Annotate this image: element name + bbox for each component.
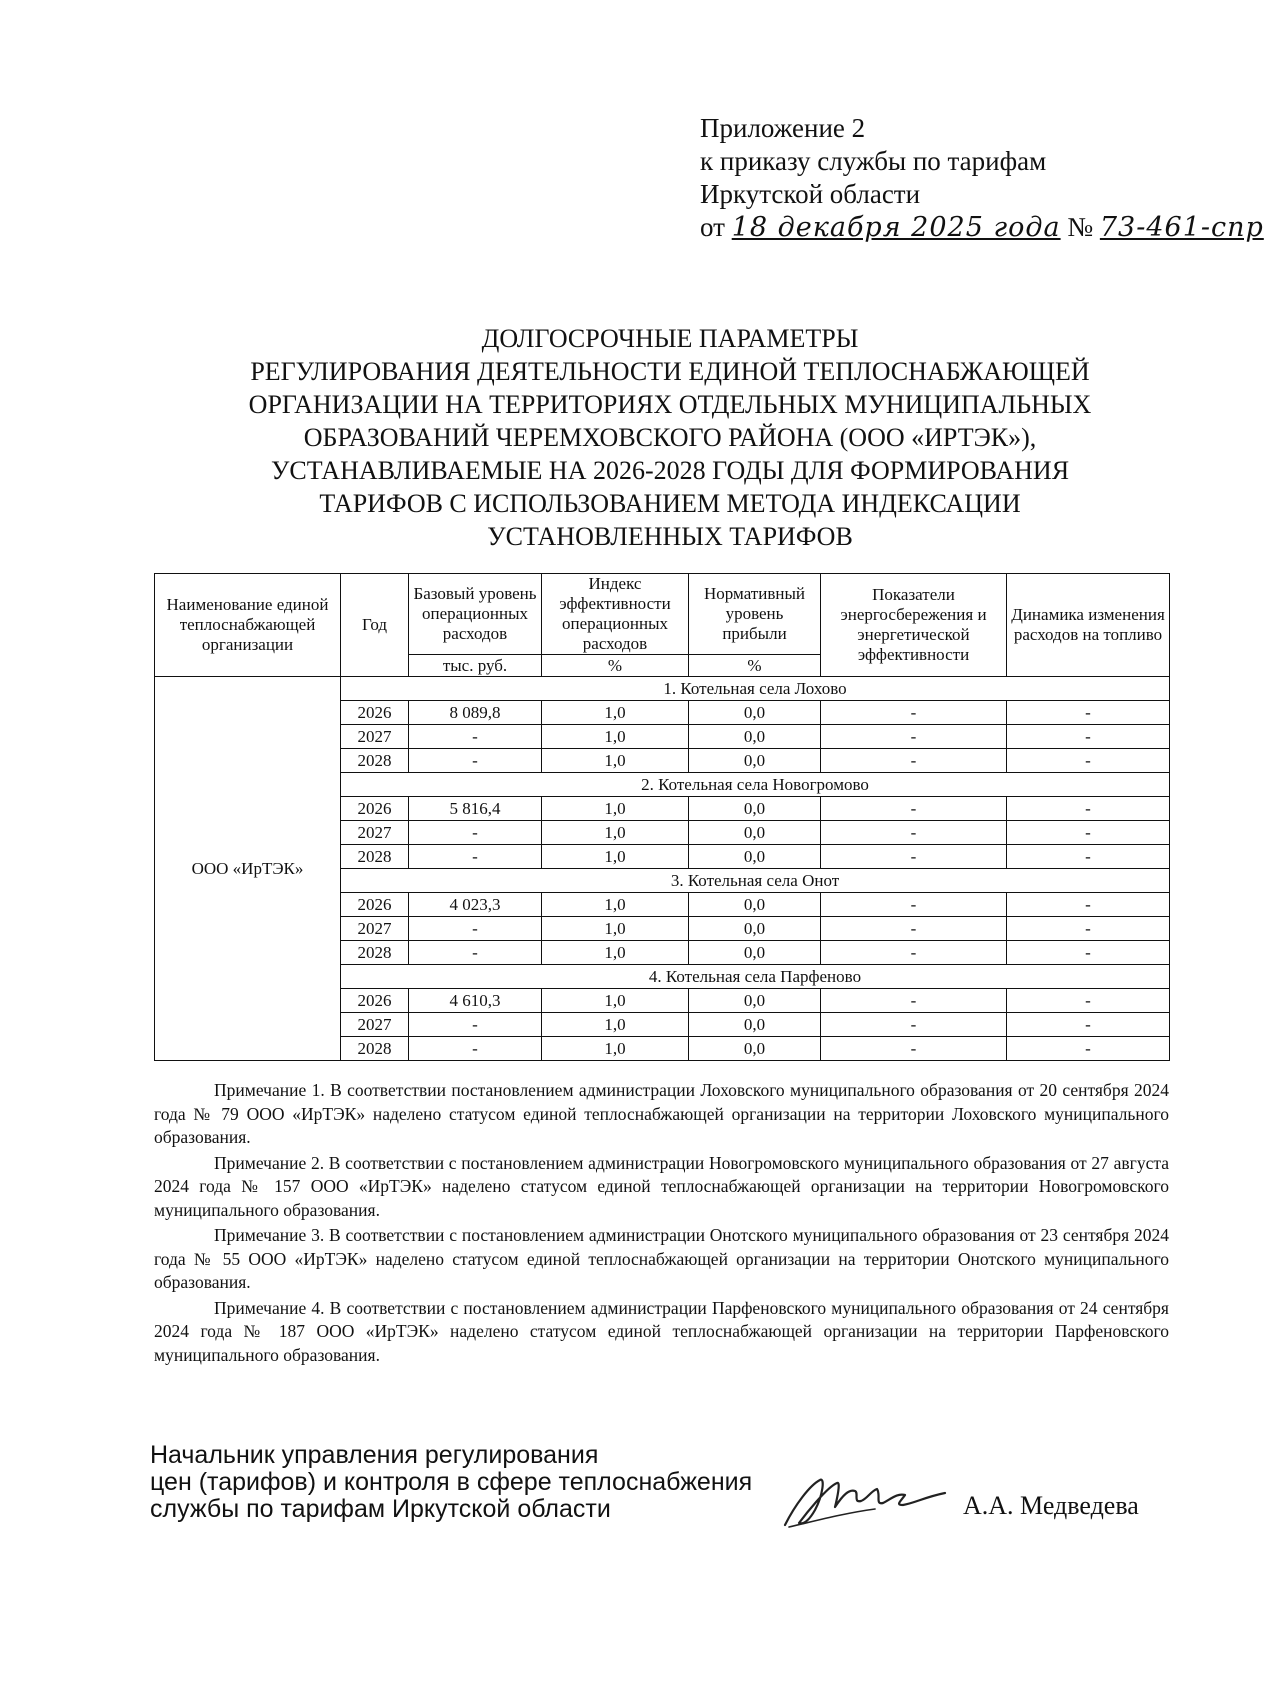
table-header-row: [155, 574, 1170, 655]
cell-energy-saving: -: [821, 941, 1007, 965]
appendix-order-ref: к приказу службы по тарифам: [700, 146, 1047, 176]
cell-energy-saving: -: [821, 1037, 1007, 1061]
section-title: 1. Котельная села Лохово: [341, 677, 1170, 701]
cell-efficiency-index: 1,0: [542, 1037, 689, 1061]
unit-base-cost: тыс. руб.: [409, 655, 542, 677]
handwritten-signature: [775, 1465, 955, 1535]
cell-fuel-dynamics: -: [1007, 917, 1170, 941]
note-paragraph: Примечание 2. В соответствии с постановлением администрации Новогромовского муниципального образования от 27 августа 2024 года № 157 ООО «ИрТЭК» наделено статусом единой теплоснабжающей организации на территории Новогромовского муниципального образования.: [154, 1152, 1169, 1220]
notes-block: [154, 1079, 1169, 1369]
cell-energy-saving: -: [821, 989, 1007, 1013]
note-paragraph: Примечание 4. В соответствии с постановлением администрации Парфеновского муниципального образования от 24 сентября 2024 года № 187 ООО «ИрТЭК» наделено статусом единой теплоснабжающей организации на территории Парфеновского муниципального образования.: [154, 1297, 1169, 1365]
title-line: УСТАНАВЛИВАЕМЫЕ НА 2026-2028 ГОДЫ ДЛЯ ФОРМИРОВАНИЯ: [270, 456, 1070, 485]
position-line: цен (тарифов) и контроля в сфере теплоснабжения: [150, 1468, 753, 1496]
cell-efficiency-index: 1,0: [542, 821, 689, 845]
cell-efficiency-index: 1,0: [542, 701, 689, 725]
cell-profit-level: 0,0: [689, 725, 821, 749]
cell-fuel-dynamics: -: [1007, 701, 1170, 725]
section-title: 3. Котельная села Онот: [341, 869, 1170, 893]
note-paragraph: Примечание 3. В соответствии с постановлением администрации Онотского муниципального образования от 23 сентября 2024 года № 55 ООО «ИрТЭК» наделено статусом единой теплоснабжающей организации на территории Онотского муниципального образования.: [154, 1225, 1169, 1292]
appendix-from-label: от: [700, 212, 725, 242]
position-line: службы по тарифам Иркутской области: [150, 1495, 611, 1523]
cell-base-cost: -: [409, 821, 542, 845]
cell-year: 2027: [341, 917, 409, 941]
cell-efficiency-index: 1,0: [542, 797, 689, 821]
cell-profit-level: 0,0: [689, 1013, 821, 1037]
signatory-position: [150, 1442, 800, 1523]
cell-fuel-dynamics: -: [1007, 749, 1170, 773]
note-paragraph: Примечание 1. В соответствии постановлением администрации Лоховского муниципального образования от 20 сентября 2024 года № 79 ООО «ИрТЭК» наделено статусом единой теплоснабжающей организации на территории Лоховского муниципального образования.: [154, 1080, 1169, 1147]
cell-year: 2028: [341, 845, 409, 869]
cell-year: 2028: [341, 941, 409, 965]
cell-base-cost: 4 023,3: [409, 893, 542, 917]
cell-energy-saving: -: [821, 1013, 1007, 1037]
cell-profit-level: 0,0: [689, 941, 821, 965]
appendix-number: 73-461-спр: [1099, 212, 1264, 243]
cell-base-cost: -: [409, 749, 542, 773]
cell-profit-level: 0,0: [689, 893, 821, 917]
section-title: 4. Котельная села Парфеново: [341, 965, 1170, 989]
cell-fuel-dynamics: -: [1007, 893, 1170, 917]
header-org: Наименование единой теплоснабжающей организации: [155, 574, 341, 677]
section-title: 2. Котельная села Новогромово: [341, 773, 1170, 797]
cell-efficiency-index: 1,0: [542, 845, 689, 869]
cell-year: 2028: [341, 1037, 409, 1061]
title-line: ОРГАНИЗАЦИИ НА ТЕРРИТОРИЯХ ОТДЕЛЬНЫХ МУНИЦИПАЛЬНЫХ: [248, 390, 1092, 419]
cell-efficiency-index: 1,0: [542, 941, 689, 965]
cell-profit-level: 0,0: [689, 749, 821, 773]
cell-efficiency-index: 1,0: [542, 893, 689, 917]
cell-year: 2028: [341, 749, 409, 773]
signer-name: А.А. Медведева: [963, 1491, 1139, 1520]
section-row: [155, 677, 1170, 701]
parameters-table: [154, 573, 1170, 1061]
cell-base-cost: -: [409, 1013, 542, 1037]
cell-fuel-dynamics: -: [1007, 797, 1170, 821]
cell-profit-level: 0,0: [689, 797, 821, 821]
cell-year: 2027: [341, 821, 409, 845]
cell-fuel-dynamics: -: [1007, 821, 1170, 845]
header-profit-level: Нормативный уровень прибыли: [689, 574, 821, 655]
cell-energy-saving: -: [821, 749, 1007, 773]
cell-year: 2027: [341, 725, 409, 749]
header-efficiency-index: Индекс эффективности операционных расходов: [542, 574, 689, 655]
cell-year: 2026: [341, 797, 409, 821]
cell-energy-saving: -: [821, 725, 1007, 749]
org-name-cell: ООО «ИрТЭК»: [155, 677, 341, 1061]
cell-base-cost: 4 610,3: [409, 989, 542, 1013]
unit-efficiency-index: %: [542, 655, 689, 677]
cell-efficiency-index: 1,0: [542, 917, 689, 941]
header-fuel-dynamics: Динамика изменения расходов на топливо: [1007, 574, 1170, 677]
cell-energy-saving: -: [821, 701, 1007, 725]
cell-base-cost: -: [409, 941, 542, 965]
cell-profit-level: 0,0: [689, 701, 821, 725]
cell-base-cost: 5 816,4: [409, 797, 542, 821]
unit-profit-level: %: [689, 655, 821, 677]
cell-fuel-dynamics: -: [1007, 845, 1170, 869]
cell-energy-saving: -: [821, 797, 1007, 821]
cell-energy-saving: -: [821, 917, 1007, 941]
cell-base-cost: -: [409, 725, 542, 749]
header-year: Год: [341, 574, 409, 677]
cell-profit-level: 0,0: [689, 821, 821, 845]
appendix-title: Приложение 2: [700, 113, 866, 143]
cell-base-cost: -: [409, 917, 542, 941]
cell-fuel-dynamics: -: [1007, 989, 1170, 1013]
cell-efficiency-index: 1,0: [542, 989, 689, 1013]
title-line: ДОЛГОСРОЧНЫЕ ПАРАМЕТРЫ: [481, 324, 859, 353]
title-line: РЕГУЛИРОВАНИЯ ДЕЯТЕЛЬНОСТИ ЕДИНОЙ ТЕПЛОСНАБЖАЮЩЕЙ: [250, 357, 1090, 386]
cell-year: 2027: [341, 1013, 409, 1037]
cell-energy-saving: -: [821, 821, 1007, 845]
header-base-cost: Базовый уровень операционных расходов: [409, 574, 542, 655]
cell-efficiency-index: 1,0: [542, 749, 689, 773]
cell-energy-saving: -: [821, 893, 1007, 917]
header-energy-saving: Показатели энергосбережения и энергетической эффективности: [821, 574, 1007, 677]
appendix-date-line: [700, 211, 1264, 244]
cell-energy-saving: -: [821, 845, 1007, 869]
cell-year: 2026: [341, 893, 409, 917]
appendix-date: 18 декабря 2025 года: [731, 212, 1061, 243]
cell-efficiency-index: 1,0: [542, 1013, 689, 1037]
document-title: [150, 322, 1190, 553]
cell-year: 2026: [341, 989, 409, 1013]
appendix-region: Иркутской области: [700, 179, 921, 209]
appendix-number-sign: №: [1067, 212, 1094, 242]
cell-profit-level: 0,0: [689, 845, 821, 869]
cell-profit-level: 0,0: [689, 989, 821, 1013]
cell-base-cost: -: [409, 1037, 542, 1061]
cell-year: 2026: [341, 701, 409, 725]
title-line: ТАРИФОВ С ИСПОЛЬЗОВАНИЕМ МЕТОДА ИНДЕКСАЦИИ: [319, 489, 1021, 518]
title-line: ОБРАЗОВАНИЙ ЧЕРЕМХОВСКОГО РАЙОНА (ООО «ИРТЭК»),: [303, 423, 1037, 452]
cell-fuel-dynamics: -: [1007, 1037, 1170, 1061]
cell-efficiency-index: 1,0: [542, 725, 689, 749]
cell-profit-level: 0,0: [689, 1037, 821, 1061]
cell-fuel-dynamics: -: [1007, 725, 1170, 749]
title-line: УСТАНОВЛЕННЫХ ТАРИФОВ: [487, 522, 853, 551]
appendix-header: [700, 112, 1264, 244]
cell-base-cost: 8 089,8: [409, 701, 542, 725]
cell-profit-level: 0,0: [689, 917, 821, 941]
position-line: Начальник управления регулирования: [150, 1441, 599, 1469]
cell-fuel-dynamics: -: [1007, 1013, 1170, 1037]
cell-base-cost: -: [409, 845, 542, 869]
cell-fuel-dynamics: -: [1007, 941, 1170, 965]
